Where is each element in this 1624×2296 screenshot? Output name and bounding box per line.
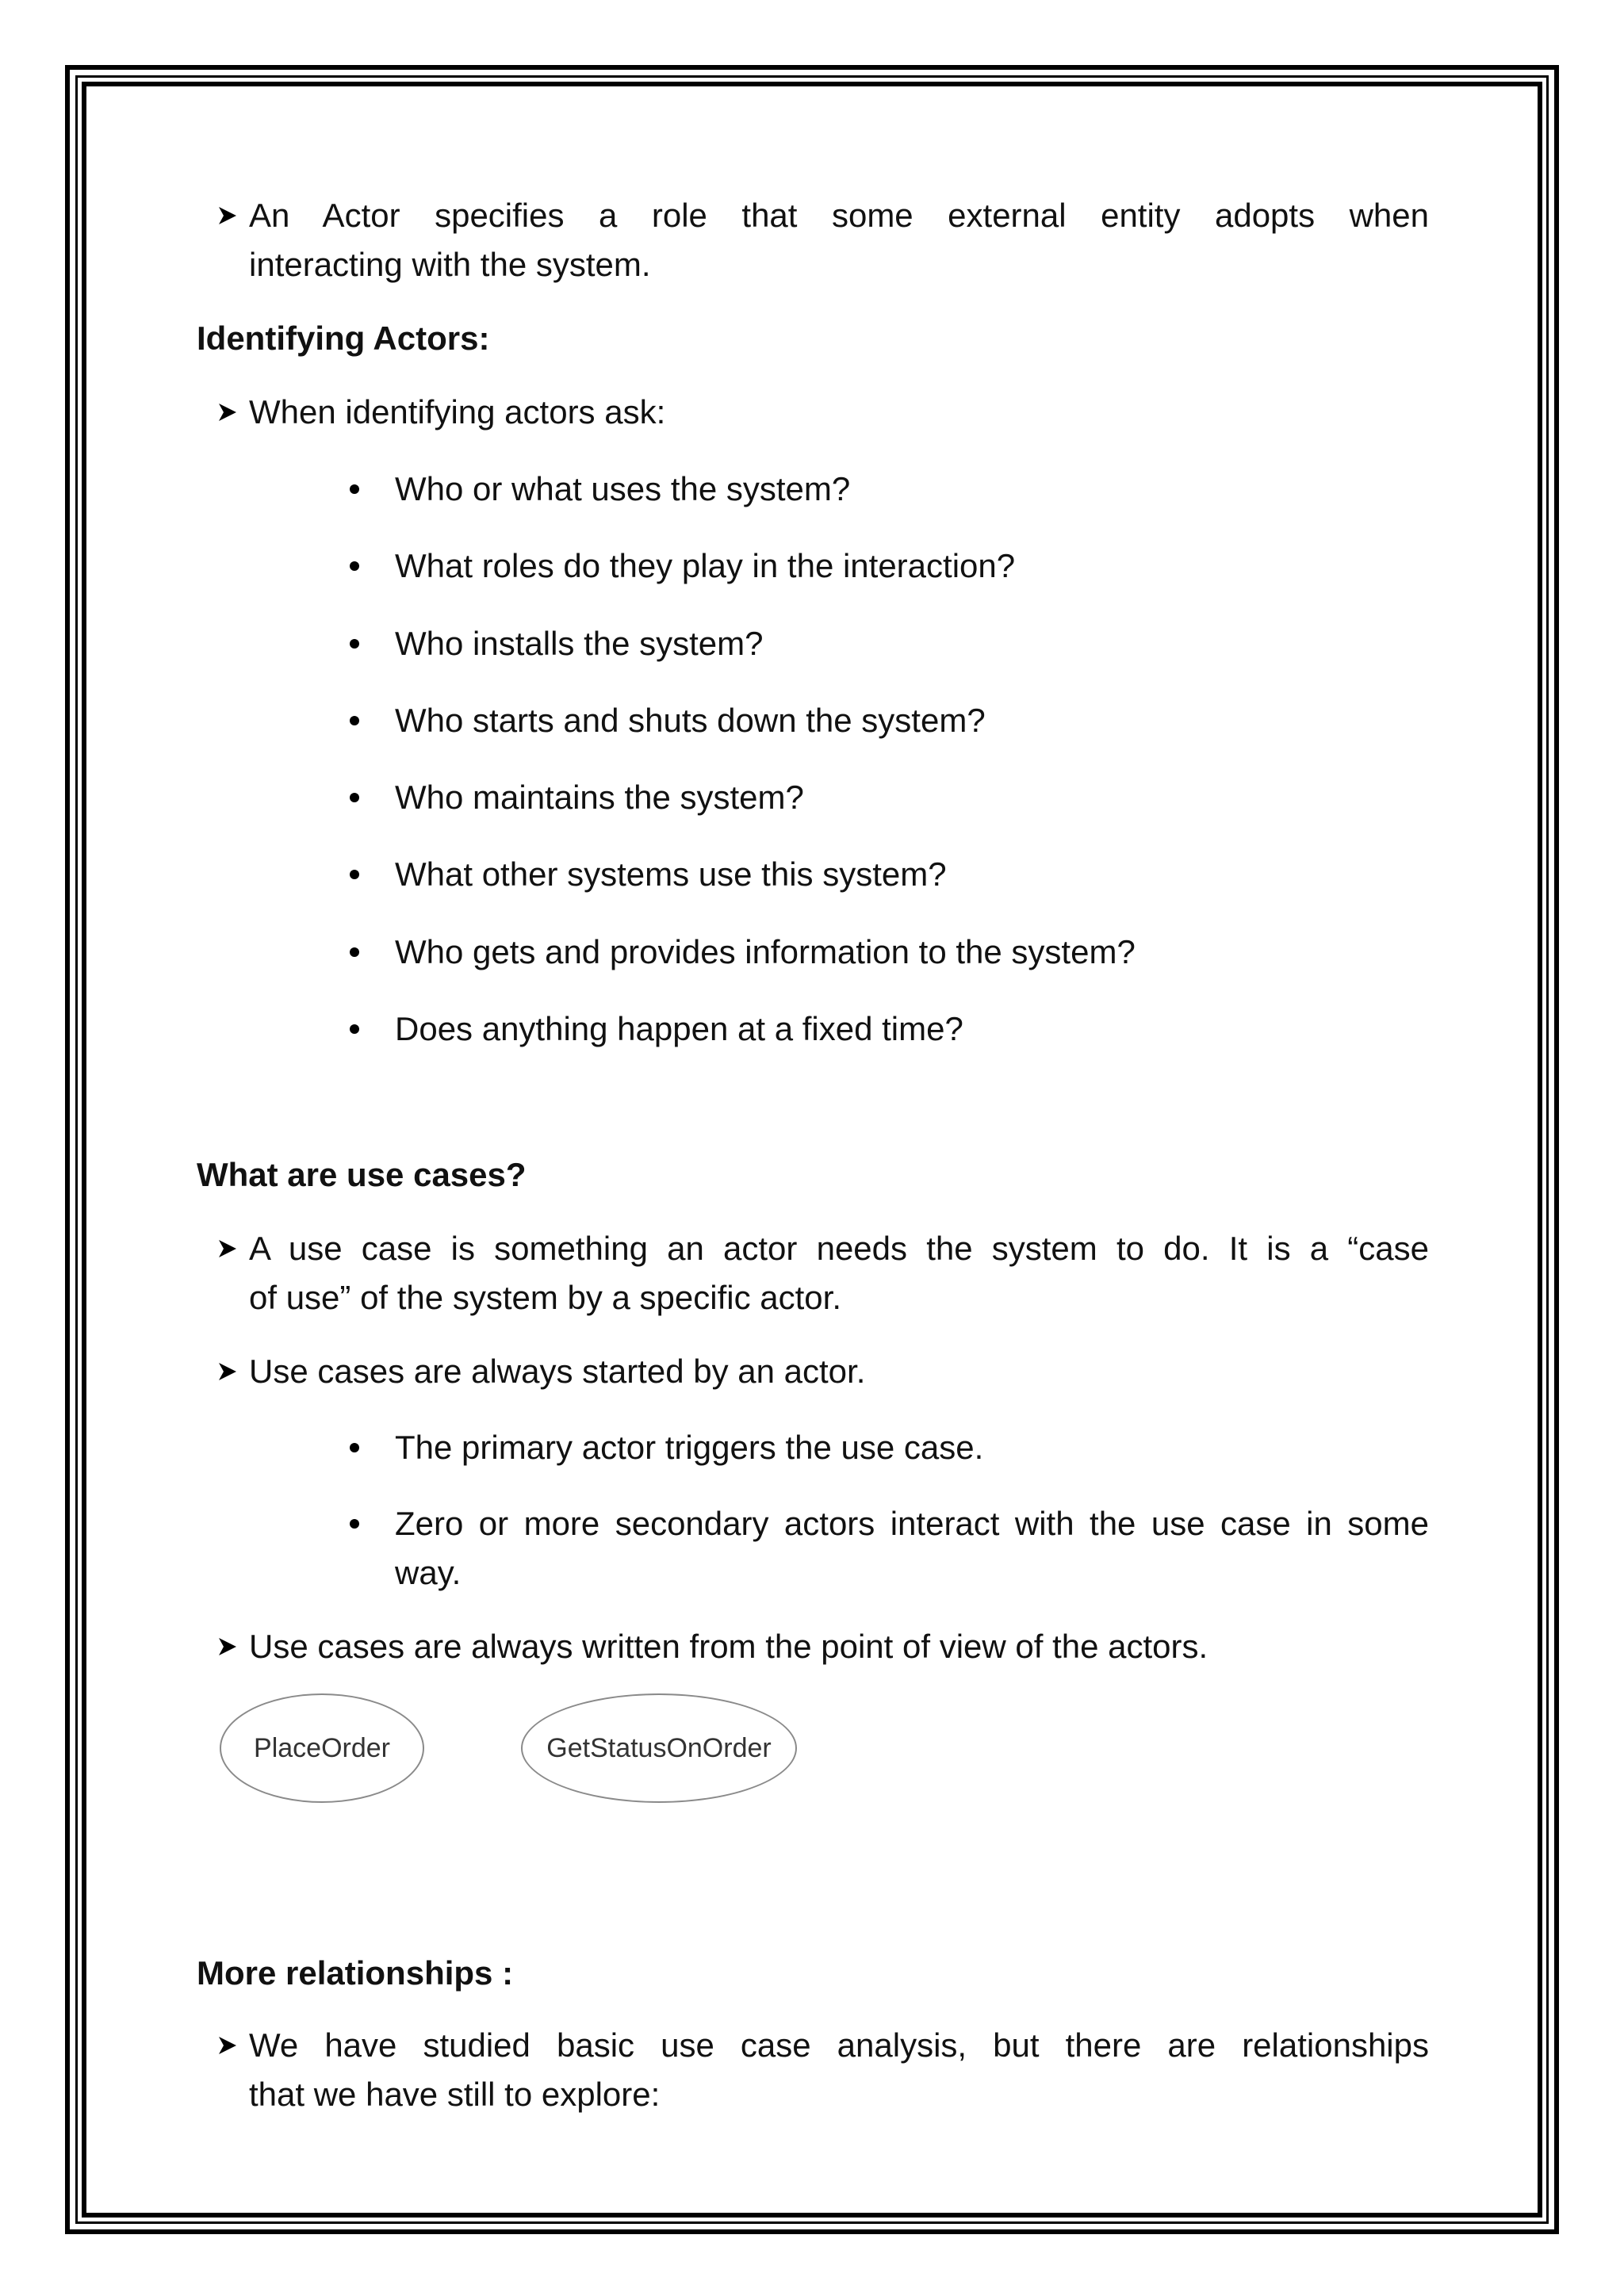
use-case-definition [249,1224,1429,1322]
arrowhead-bullet-icon [217,1622,239,1671]
heading-what-are-use-cases: What are use cases? [197,1156,527,1193]
question-item [395,465,1429,514]
question-item [395,850,1429,899]
prompt-text: When identifying actors ask: [249,393,666,430]
question-text: Who or what uses the system? [395,470,851,507]
secondary-actors-line2: way. [395,1554,462,1591]
arrowhead-bullet-icon [217,2021,239,2070]
use-case-label: GetStatusOnOrder [546,1732,772,1763]
arrowhead-bullet-icon [217,388,239,437]
use-case-label: PlaceOrder [254,1732,390,1763]
more-relationships-line1: We have studied basic use case analysis, but there are relationships [249,2026,1429,2064]
point-of-view-text: Use cases are always written from the point of view of the actors. [249,1628,1208,1665]
actor-definition-line2: interacting with the system. [249,246,651,283]
question-text: What other systems use this system? [395,855,947,893]
use-case-definition-line2: of use” of the system by a specific actor. [249,1279,841,1316]
question-text: Does anything happen at a fixed time? [395,1010,963,1047]
started-by-text: Use cases are always started by an actor. [249,1353,866,1390]
arrowhead-bullet-icon [217,1224,239,1273]
actor-definition-line1: An Actor specifies a role that some external entity adopts when [249,197,1429,234]
question-item [395,1004,1429,1054]
secondary-actors-line1: Zero or more secondary actors interact with the use case in some [395,1505,1429,1542]
round-bullet-icon [350,561,359,571]
heading-more-relationships: More relationships : [197,1954,514,1992]
question-item [395,773,1429,822]
more-relationships-text [249,2021,1429,2119]
use-case-ellipse-getstatusonorder [521,1693,797,1803]
round-bullet-icon [350,947,359,957]
question-item [395,696,1429,745]
more-relationships-line2: that we have still to explore: [249,2076,661,2113]
round-bullet-icon [350,716,359,725]
use-case-definition-line1: A use case is something an actor needs the system to do. It is a “case [249,1230,1429,1267]
question-text: Who starts and shuts down the system? [395,702,986,739]
question-text: Who installs the system? [395,625,764,662]
point-of-view [249,1622,1429,1671]
question-text: What roles do they play in the interaction? [395,547,1016,584]
use-cases-started-by [249,1347,1429,1396]
arrowhead-bullet-icon [217,1347,239,1396]
round-bullet-icon [350,484,359,494]
primary-actor-item [395,1423,1429,1472]
primary-actor-text: The primary actor triggers the use case. [395,1429,984,1466]
round-bullet-icon [350,870,359,879]
round-bullet-icon [350,793,359,802]
round-bullet-icon [350,1519,359,1529]
identifying-actors-prompt [249,388,1429,437]
question-text: Who maintains the system? [395,779,804,816]
question-text: Who gets and provides information to the system? [395,933,1136,970]
question-item [395,541,1429,591]
secondary-actors-item [395,1499,1429,1598]
heading-identifying-actors: Identifying Actors: [197,320,490,357]
round-bullet-icon [350,1024,359,1034]
question-item [395,928,1429,977]
round-bullet-icon [350,1443,359,1452]
use-case-ellipse-placeorder [220,1693,424,1803]
round-bullet-icon [350,639,359,649]
actor-definition [249,191,1429,289]
arrowhead-bullet-icon [217,191,239,240]
question-item [395,619,1429,668]
